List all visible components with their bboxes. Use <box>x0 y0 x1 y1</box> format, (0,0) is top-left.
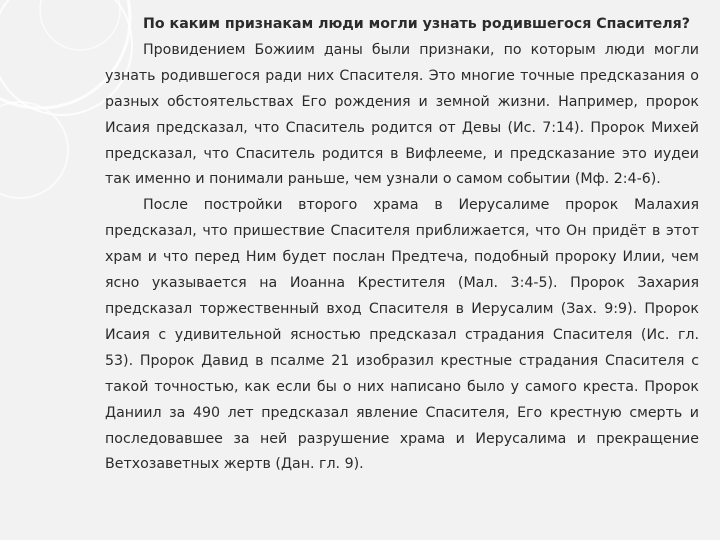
decor-ring-inner <box>0 102 68 198</box>
paragraph-1: Провидением Божиим даны были признаки, по которым люди могли узнать родившегося ради них Спасителя. Это многие точные предсказания о разных обстоятельствах Его рождения и земной жизни. Например, пророк Исаия предсказал, что Спаситель родится от Девы (Ис. 7:14). Пророк Михей предсказал, что Спаситель родится в Вифлееме, и предсказание это иудеи так именно и понимали раньше, чем узнали о самом событии (Мф. 2:4-6). <box>105 41 699 188</box>
slide-title: По каким признакам люди могли узнать родившегося Спасителя? <box>143 16 690 32</box>
paragraph-2: После постройки второго храма в Иерусалиме пророк Малахия предсказал, что пришествие Спасителя приближается, что Он придёт в этот храм и что перед Ним будет послан Предтеча, подобный пророку Илии, чем ясно указывается на Иоанна Крестителя (Мал. 3:4-5). Пророк Захария предсказал торжественный вход Спасителя в Иерусалим (Зах. 9:9). Пророк Исаия с удивительной ясностью предсказал страдания Спасителя (Ис. гл. 53). Пророк Давид в псалме 21 изобразил крестные страдания Спасителя с такой точностью, как если бы о них написано было у самого креста. Пророк Даниил за 490 лет предсказал явление Спасителя, Его крестную смерть и последовавшее за ней разрушение храма и Иерусалима и прекращение Ветхозаветных жертв (Дан. гл. 9). <box>105 197 699 473</box>
slide-content <box>105 12 699 478</box>
